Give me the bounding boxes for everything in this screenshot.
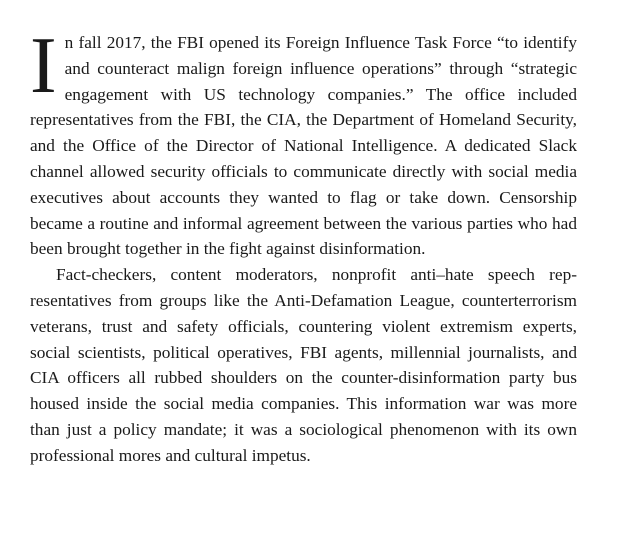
paragraph-2 xyxy=(30,262,577,468)
paragraph-2-text: Fact-checkers, content moderators, nonprofit anti–hate speech representatives from groups like the Anti-Defamation League, counterterrorism veterans, trust and safety officials, countering violent extremism experts, social scientists, political operatives, FBI agents, millennial journalists, and CIA officers all rubbed shoulders on the counter-disinformation party bus housed inside the social media companies. This information war was more than just a policy mandate; it was a sociological phenomenon with its own professional mores and cultural impetus. xyxy=(30,265,577,465)
paragraph-1-text: n fall 2017, the FBI opened its Foreign Influence Task Force “to identify and counteract malign foreign influence operations” through “strategic engagement with US technology companies.” The office included representatives from the FBI, the CIA, the Department of Homeland Security, and the Office of the Director of National Intelligence. A dedicated Slack channel allowed security officials to communicate directly with social media executives about accounts they wanted to flag or take down. Censorship became a routine and informal agreement between the various parties who had been brought together in the fight against disinformation. xyxy=(30,33,577,259)
paragraph-1 xyxy=(30,22,577,262)
document-body xyxy=(30,22,577,469)
drop-cap: I xyxy=(30,22,57,110)
